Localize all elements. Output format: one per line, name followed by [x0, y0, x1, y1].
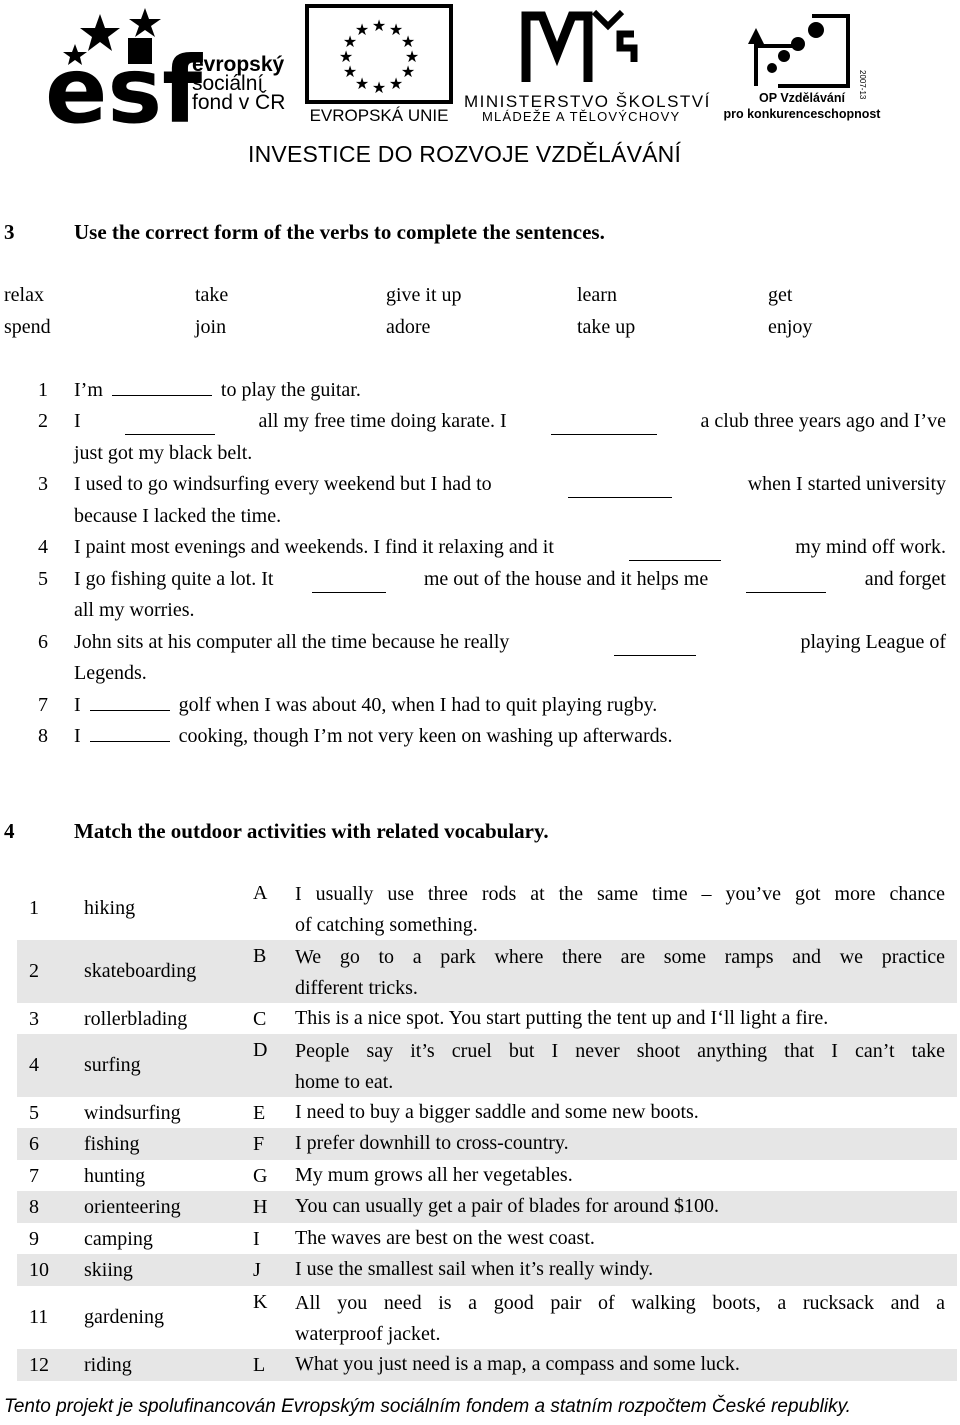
svg-text:★: ★ [388, 74, 404, 93]
svg-text:★: ★ [354, 20, 370, 39]
activity-label: orienteering [84, 1196, 181, 1218]
sentence-text: my mind off work. [795, 536, 946, 558]
answer-blank[interactable] [312, 576, 386, 593]
description-text: All you need is a good pair of walking boots, a rucksack and a waterproof jacket. [295, 1292, 945, 1345]
word-learn: learn [577, 284, 617, 306]
word-join: join [195, 316, 227, 338]
svg-text:★: ★ [400, 62, 416, 81]
ministry-line-1: MINISTERSTVO ŠKOLSTVÍ, [464, 92, 712, 111]
svg-text:★: ★ [404, 47, 420, 66]
row-number: 12 [29, 1354, 49, 1376]
svg-text:★: ★ [342, 62, 358, 81]
ministry-line-2: MLÁDEŽE A TĚLOVÝCHOVY [482, 109, 681, 124]
row-number: 2 [29, 960, 39, 982]
sentence-number: 7 [38, 694, 48, 716]
activity-label: fishing [84, 1133, 140, 1155]
row-number: 11 [29, 1306, 49, 1328]
table-row [17, 1223, 957, 1254]
description-text: I usually use three rods at the same time – you’ve got more chance of catching something. [295, 883, 945, 936]
eu-logo [303, 4, 455, 124]
svg-text:★: ★ [371, 78, 387, 97]
answer-blank[interactable] [90, 694, 170, 711]
word-spend: spend [4, 316, 51, 338]
description-text: People say it’s cruel but I never shoot anything that I can’t take home to eat. [295, 1040, 945, 1093]
sentence-text: I’m [74, 379, 103, 401]
description-letter: K [253, 1291, 268, 1313]
activity-label: riding [84, 1354, 132, 1376]
answer-blank[interactable] [90, 725, 170, 742]
exercise3-instruction: Use the correct form of the verbs to complete the sentences. [74, 220, 605, 244]
sentence-text: to play the guitar. [220, 379, 361, 401]
row-number: 6 [29, 1133, 39, 1155]
row-number: 5 [29, 1102, 39, 1124]
sentence-2 [74, 410, 946, 435]
activity-label: gardening [84, 1306, 164, 1328]
msmt-emblem-icon [462, 4, 712, 124]
sentence-text: John sits at his computer all the time because he really [74, 631, 510, 653]
description-text: You can usually get a pair of blades for around $100. [295, 1195, 719, 1217]
table-row [17, 1191, 957, 1223]
sentence-number: 3 [38, 473, 48, 495]
table-row [17, 1349, 957, 1381]
sentence-text: golf when I was about 40, when I had to quit playing rugby. [178, 694, 658, 716]
sentence-5-cont: all my worries. [74, 599, 195, 621]
activity-label: camping [84, 1228, 153, 1250]
table-row [17, 1097, 957, 1128]
activity-label: windsurfing [84, 1102, 181, 1124]
description-text: The waves are best on the west coast. [295, 1227, 595, 1249]
description-text: I need to buy a bigger saddle and some new boots. [295, 1101, 699, 1123]
table-row [17, 1254, 957, 1286]
sentence-number: 6 [38, 631, 48, 653]
sentence-number: 4 [38, 536, 48, 558]
sentence-3-cont: because I lacked the time. [74, 505, 282, 527]
word-take: take [195, 284, 229, 306]
word-enjoy: enjoy [768, 316, 813, 338]
description-letter: G [253, 1165, 268, 1187]
sentence-number: 5 [38, 568, 48, 590]
answer-blank[interactable] [125, 418, 215, 435]
description-text: What you just need is a map, a compass and some luck. [295, 1353, 740, 1375]
row-number: 3 [29, 1008, 39, 1030]
description-letter: D [253, 1039, 268, 1061]
activity-label: skateboarding [84, 960, 197, 982]
svg-text:esf: esf [45, 37, 203, 132]
description-text: This is a nice spot. You start putting the tent up and I‘ll light a fire. [295, 1007, 829, 1029]
table-row [17, 1128, 957, 1160]
row-number: 1 [29, 897, 39, 919]
description-letter: H [253, 1196, 268, 1218]
sentence-3 [74, 473, 946, 498]
sentence-number: 1 [38, 379, 48, 401]
word-relax: relax [4, 284, 44, 306]
answer-blank[interactable] [551, 418, 657, 435]
description-text: My mum grows all her vegetables. [295, 1164, 573, 1186]
sentence-text: I paint most evenings and weekends. I find it relaxing and it [74, 536, 554, 558]
row-number: 8 [29, 1196, 39, 1218]
sentence-text: all my free time doing karate. I [258, 410, 507, 432]
sentence-text: cooking, though I’m not very keen on washing up afterwards. [178, 725, 673, 747]
sentence-4 [74, 536, 946, 561]
sentence-text: I [74, 694, 81, 716]
word-adore: adore [386, 316, 431, 338]
sentence-5 [74, 568, 946, 593]
description-letter: I [253, 1228, 260, 1250]
activity-label: rollerblading [84, 1008, 188, 1030]
description-letter: E [253, 1102, 266, 1124]
sentence-6 [74, 631, 946, 656]
word-give-it-up: give it up [386, 284, 462, 306]
table-row [17, 1003, 957, 1034]
activity-label: skiing [84, 1259, 133, 1281]
op-line-2: pro konkurenceschopnost [723, 107, 881, 121]
word-take-up: take up [577, 316, 636, 338]
sentence-text: when I started university [747, 473, 946, 495]
op-emblem-icon [722, 4, 882, 124]
eu-label: EVROPSKÁ UNIE [309, 106, 449, 124]
answer-blank[interactable] [629, 544, 721, 561]
sentence-2-cont: just got my black belt. [74, 442, 253, 464]
sentence-7 [74, 694, 657, 717]
description-letter: C [253, 1008, 267, 1030]
table-row [17, 1286, 957, 1349]
description-text: I use the smallest sail when it’s really windy. [295, 1258, 654, 1280]
row-number: 7 [29, 1165, 39, 1187]
table-row [17, 1034, 957, 1097]
svg-text:★: ★ [388, 20, 404, 39]
sentence-text: I used to go windsurfing every weekend but I had to [74, 473, 492, 495]
op-line-1: OP Vzdělávání [759, 91, 845, 105]
esf-line-2: sociální [192, 72, 264, 95]
description-text: I prefer downhill to cross-country. [295, 1132, 569, 1154]
row-number: 9 [29, 1228, 39, 1250]
answer-blank[interactable] [112, 379, 212, 396]
svg-text:★: ★ [354, 74, 370, 93]
activity-label: hunting [84, 1165, 146, 1187]
esf-logo-caption [192, 55, 285, 112]
table-row [17, 1160, 957, 1191]
sentence-number: 2 [38, 410, 48, 432]
answer-blank[interactable] [746, 576, 826, 593]
sentence-6-cont: Legends. [74, 662, 147, 684]
sentence-1 [74, 379, 361, 402]
esf-line-3: fond v ČR [192, 91, 286, 114]
footer-note: Tento projekt je spolufinancován Evropským sociálním fondem a statním rozpočtem České republiky. [4, 1396, 851, 1417]
word-get: get [768, 284, 793, 306]
svg-text:★: ★ [342, 32, 358, 51]
description-letter: F [253, 1133, 265, 1155]
answer-blank[interactable] [614, 639, 696, 656]
esf-line-1: evropský [192, 53, 285, 76]
sentence-text: me out of the house and it helps me [423, 568, 709, 590]
row-number: 10 [29, 1259, 49, 1281]
matching-table [17, 877, 957, 1381]
sentence-text: I go fishing quite a lot. It [74, 568, 274, 590]
sentence-text: I [74, 410, 81, 432]
description-letter: A [253, 882, 268, 904]
table-row [17, 940, 957, 1003]
sentence-text: playing League of [800, 631, 946, 653]
svg-text:★: ★ [400, 32, 416, 51]
activity-label: surfing [84, 1054, 141, 1076]
sentence-text: a club three years ago and I’ve [700, 410, 946, 432]
description-letter: B [253, 945, 267, 967]
svg-text:★: ★ [338, 47, 354, 66]
sentence-text: I [74, 725, 81, 747]
exercise4-instruction: Match the outdoor activities with related vocabulary. [74, 819, 549, 843]
sentence-8 [74, 725, 672, 748]
table-row [17, 877, 957, 940]
description-letter: J [253, 1259, 261, 1281]
op-logo [722, 4, 882, 124]
investice-banner: INVESTICE DO ROZVOJE VZDĚLÁVÁNÍ [248, 141, 682, 167]
svg-text:★: ★ [371, 16, 387, 35]
sentence-text: and forget [864, 568, 946, 590]
row-number: 4 [29, 1054, 39, 1076]
description-letter: L [253, 1354, 266, 1376]
exercise4-number: 4 [4, 819, 15, 843]
eu-stars-icon [303, 4, 455, 124]
activity-label: hiking [84, 897, 136, 919]
op-years: 2007-13 [858, 70, 867, 100]
answer-blank[interactable] [568, 481, 672, 498]
description-text: We go to a park where there are some ramps and we practice different tricks. [295, 946, 945, 999]
exercise3-number: 3 [4, 220, 15, 244]
msmt-logo [462, 4, 712, 124]
sentence-number: 8 [38, 725, 48, 747]
